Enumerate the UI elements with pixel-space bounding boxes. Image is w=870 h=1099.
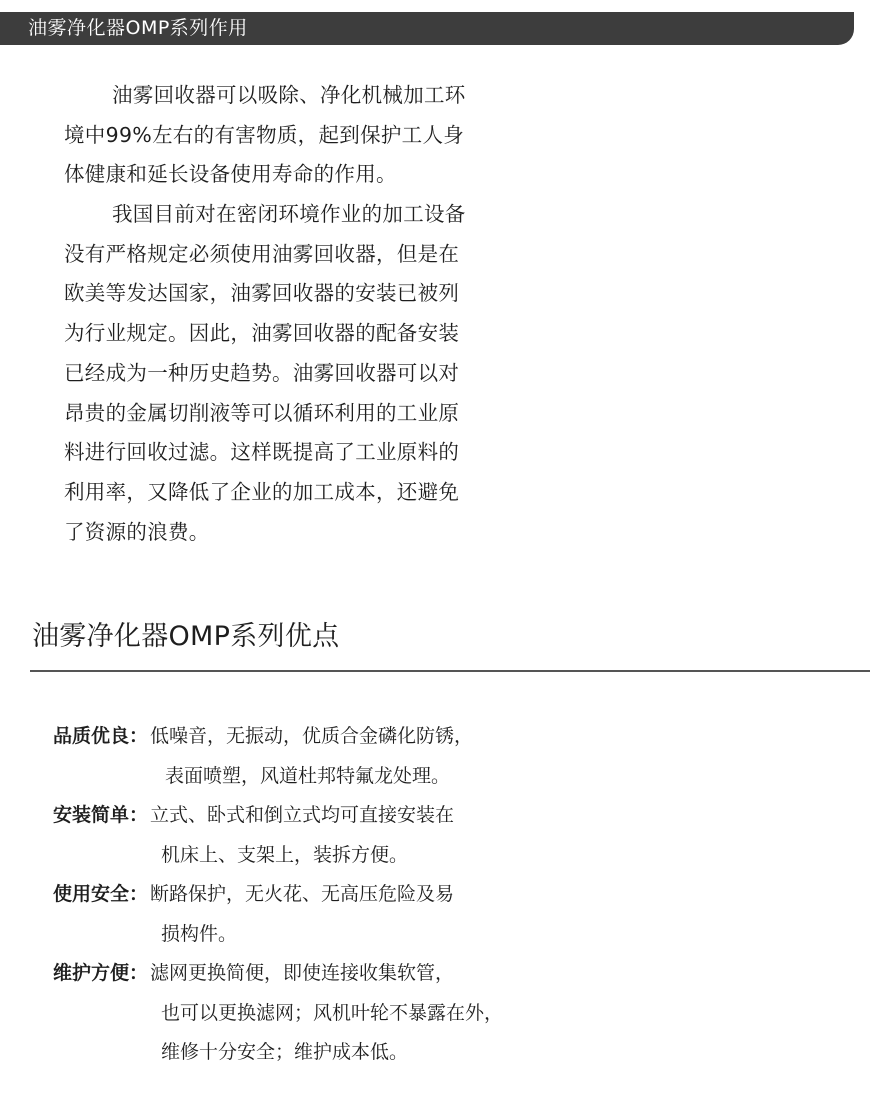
intro-line: 体健康和延长设备使用寿命的作用。 xyxy=(64,162,397,187)
feature-text: 维修十分安全；维护成本低。 xyxy=(161,1041,409,1063)
feature-label: 安装简单： xyxy=(53,804,149,826)
advantages-list xyxy=(53,717,853,1073)
feature-text: 损构件。 xyxy=(161,922,238,945)
feature-label: 维护方便： xyxy=(53,962,149,984)
feature-text: 立式、卧式和倒立式均可直接安装在 xyxy=(150,804,455,826)
intro-line: 油雾回收器可以吸除、净化机械加工环 xyxy=(112,83,466,107)
feature-maintenance xyxy=(53,954,853,1073)
intro-line: 了资源的浪费。 xyxy=(64,519,210,544)
intro-line: 为行业规定。因此，油雾回收器的配备安装 xyxy=(64,321,460,346)
intro-line: 没有严格规定必须使用油雾回收器，但是在 xyxy=(64,241,460,266)
section-banner xyxy=(0,12,854,45)
intro-line: 利用率，又降低了企业的加工成本，还避免 xyxy=(64,479,460,504)
feature-label: 品质优良： xyxy=(53,725,149,747)
intro-line: 已经成为一种历史趋势。油雾回收器可以对 xyxy=(64,360,460,385)
feature-text: 低噪音，无振动，优质合金磷化防锈， xyxy=(150,725,474,747)
banner-title: 油雾净化器OMP系列作用 xyxy=(28,17,248,39)
intro-line: 境中99%左右的有害物质，起到保护工人身 xyxy=(64,122,465,147)
feature-text: 机床上、支架上，装拆方便。 xyxy=(161,843,409,866)
feature-text: 也可以更换滤网；风机叶轮不暴露在外， xyxy=(161,1001,504,1024)
feature-install xyxy=(53,796,853,875)
feature-text: 滤网更换简便，即使连接收集软管， xyxy=(150,962,455,984)
intro-paragraphs xyxy=(64,76,514,552)
feature-safety xyxy=(53,875,853,954)
intro-line: 昂贵的金属切削液等可以循环利用的工业原 xyxy=(64,400,460,425)
intro-line: 欧美等发达国家，油雾回收器的安装已被列 xyxy=(64,281,460,306)
section-divider xyxy=(30,670,870,672)
feature-label: 使用安全： xyxy=(53,883,149,905)
intro-line: 料进行回收过滤。这样既提高了工业原料的 xyxy=(64,440,460,465)
advantages-title: 油雾净化器OMP系列优点 xyxy=(32,621,340,652)
feature-quality xyxy=(53,717,853,796)
feature-text: 断路保护，无火花、无高压危险及易 xyxy=(150,883,455,905)
feature-text: 表面喷塑，风道杜邦特氟龙处理。 xyxy=(165,764,451,787)
intro-line: 我国目前对在密闭环境作业的加工设备 xyxy=(112,202,466,227)
